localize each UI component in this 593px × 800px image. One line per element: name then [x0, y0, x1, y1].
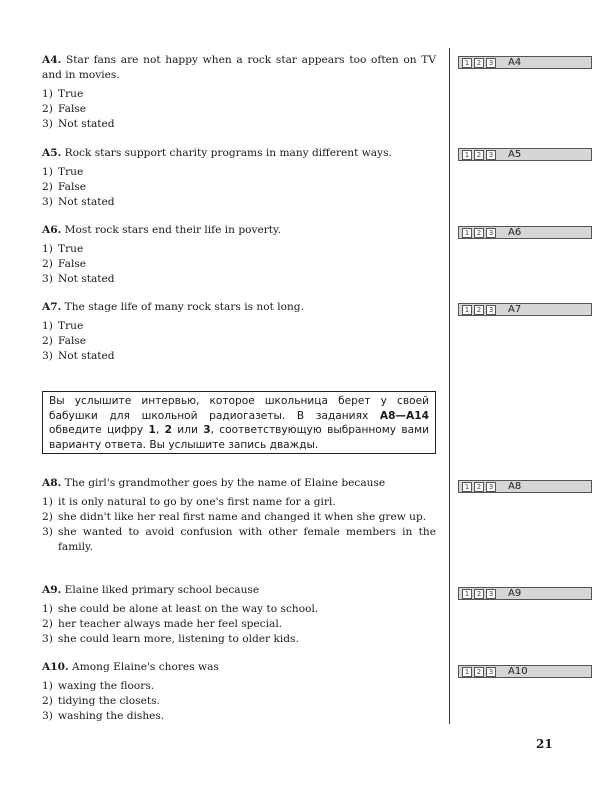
answer-box-a10	[458, 665, 592, 678]
option-1: 1) she could be alone at least on the way to school.	[42, 603, 319, 615]
option-3: 3) she wanted to avoid confusion with other female members in the family.	[42, 526, 436, 553]
answer-box-a9	[458, 587, 592, 600]
question-stem: A5. Rock stars support charity programs in many different ways.	[42, 147, 392, 159]
option-1: 1) True	[42, 243, 84, 255]
option-2: 2) she didn't like her real first name and changed it when she grew up.	[42, 511, 427, 523]
answer-cell-3[interactable]: 3	[486, 228, 496, 238]
answer-cell-2[interactable]: 2	[474, 667, 484, 677]
option-2: 2) tidying the closets.	[42, 695, 160, 707]
question-stem: A8. The girl's grandmother goes by the name of Elaine because	[42, 477, 386, 489]
question-stem: A9. Elaine liked primary school because	[42, 584, 260, 596]
answer-cell-1[interactable]: 1	[462, 667, 472, 677]
question-a9	[42, 583, 436, 647]
answer-cell-2[interactable]: 2	[474, 589, 484, 599]
answer-box-a7	[458, 303, 592, 316]
option-3: 3) Not stated	[42, 273, 115, 285]
option-2: 2) her teacher always made her feel special.	[42, 618, 283, 630]
question-a6	[42, 223, 436, 287]
answer-cell-2[interactable]: 2	[474, 150, 484, 160]
page-number: 21	[536, 737, 553, 751]
answer-cell-2[interactable]: 2	[474, 482, 484, 492]
answer-box-label: A8	[508, 481, 522, 492]
question-stem: A7. The stage life of many rock stars is not long.	[42, 301, 304, 313]
option-1: 1) it is only natural to go by one's first name for a girl.	[42, 496, 336, 508]
answer-box-a4	[458, 56, 592, 69]
answer-cell-1[interactable]: 1	[462, 58, 472, 68]
question-stem: A10. Among Elaine's chores was	[42, 661, 219, 673]
question-a10	[42, 660, 436, 724]
answer-cell-2[interactable]: 2	[474, 228, 484, 238]
option-1: 1) waxing the floors.	[42, 680, 155, 692]
option-2: 2) False	[42, 181, 87, 193]
answer-cell-3[interactable]: 3	[486, 150, 496, 160]
instruction-box: Вы услышите интервью, которое школьница берет у своей бабушки для школьной радиогазеты. В заданиях A8—A14 обведите цифру 1, 2 или 3, соответствующую выбранному вами варианту ответа. Вы услышите запись дважды.	[42, 391, 436, 454]
answer-box-label: A6	[508, 227, 522, 238]
option-3: 3) Not stated	[42, 350, 115, 362]
option-3: 3) Not stated	[42, 118, 115, 130]
question-a7	[42, 300, 436, 364]
option-2: 2) False	[42, 335, 87, 347]
answer-cell-1[interactable]: 1	[462, 482, 472, 492]
option-2: 2) False	[42, 258, 87, 270]
answer-box-label: A10	[508, 666, 528, 677]
option-1: 1) True	[42, 320, 84, 332]
answer-cell-3[interactable]: 3	[486, 667, 496, 677]
answer-cell-1[interactable]: 1	[462, 228, 472, 238]
answer-cell-2[interactable]: 2	[474, 58, 484, 68]
question-a8	[42, 476, 436, 555]
option-3: 3) she could learn more, listening to older kids.	[42, 633, 299, 645]
answer-cell-1[interactable]: 1	[462, 305, 472, 315]
answer-box-label: A4	[508, 57, 522, 68]
option-3: 3) Not stated	[42, 196, 115, 208]
answer-box-a6	[458, 226, 592, 239]
answer-box-a8	[458, 480, 592, 493]
answer-box-a5	[458, 148, 592, 161]
answer-cell-1[interactable]: 1	[462, 150, 472, 160]
answer-column-divider	[449, 48, 450, 724]
question-stem: A4. Star fans are not happy when a rock star appears too often on TV and in movies.	[42, 54, 436, 81]
answer-box-label: A9	[508, 588, 522, 599]
question-a4	[42, 53, 436, 132]
option-3: 3) washing the dishes.	[42, 710, 165, 722]
answer-cell-1[interactable]: 1	[462, 589, 472, 599]
answer-cell-3[interactable]: 3	[486, 589, 496, 599]
option-1: 1) True	[42, 166, 84, 178]
answer-box-label: A7	[508, 304, 522, 315]
option-2: 2) False	[42, 103, 87, 115]
answer-cell-3[interactable]: 3	[486, 58, 496, 68]
answer-cell-2[interactable]: 2	[474, 305, 484, 315]
option-1: 1) True	[42, 88, 84, 100]
answer-cell-3[interactable]: 3	[486, 482, 496, 492]
question-a5	[42, 146, 436, 210]
answer-cell-3[interactable]: 3	[486, 305, 496, 315]
answer-box-label: A5	[508, 149, 522, 160]
question-stem: A6. Most rock stars end their life in poverty.	[42, 224, 281, 236]
